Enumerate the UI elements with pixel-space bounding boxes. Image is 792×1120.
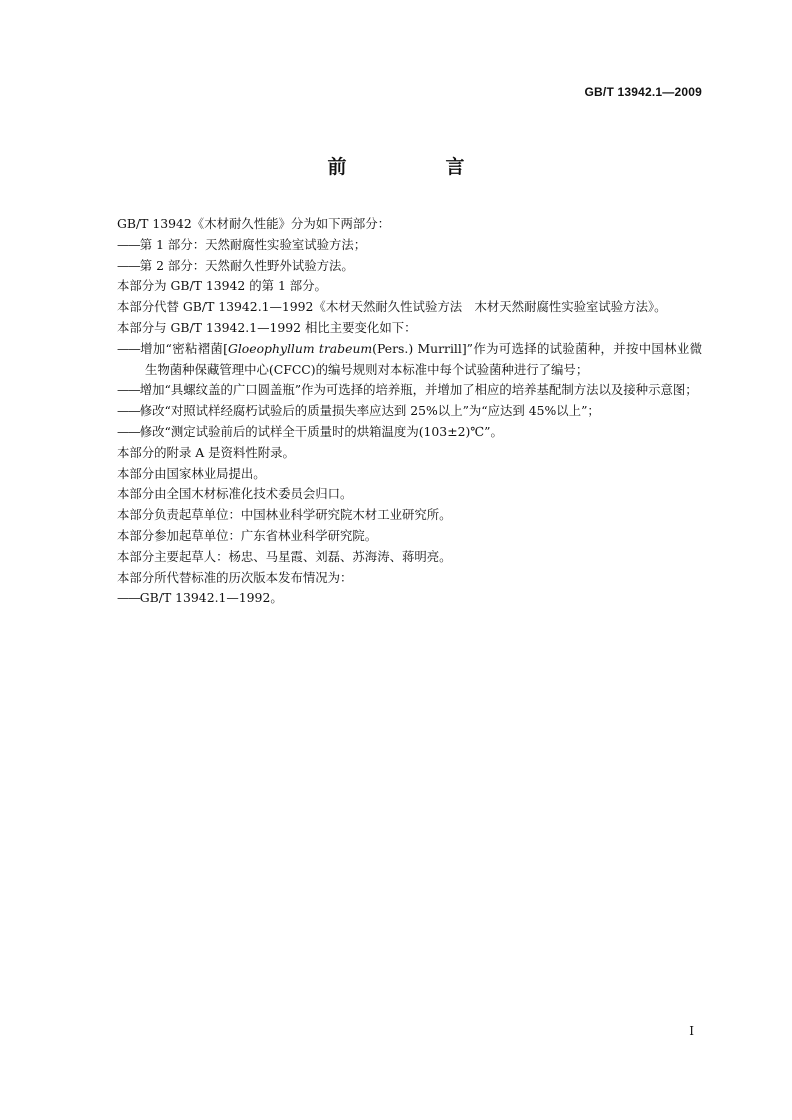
history-item bbox=[90, 588, 702, 609]
change-text-pre: 增加“密粘褶菌[ bbox=[139, 340, 228, 356]
paragraph-parts-intro: GB/T 13942《木材耐久性能》分为如下两部分： bbox=[117, 216, 391, 231]
dash-mark: —— bbox=[117, 382, 140, 398]
paragraph-main-drafters: 本部分主要起草人：杨忠、马星霞、刘磊、苏海涛、蒋明亮。 bbox=[117, 548, 452, 564]
change-item-2 bbox=[90, 380, 702, 401]
change-text-post: (Pers.) Murrill]”作为可选择的试验菌种，并按中国林业微生物菌种保藏管理中心(CFCC)的编号规则对本标准中每个试验菌种进行了编号； bbox=[145, 340, 702, 377]
history-text: GB/T 13942.1—1992。 bbox=[139, 590, 283, 606]
list-item-text: 第 1 部分：天然耐腐性实验室试验方法； bbox=[139, 236, 367, 252]
paragraph-replaces: 本部分代替 GB/T 13942.1—1992《木材天然耐久性试验方法 木材天然耐腐性实验室试验方法》。 bbox=[117, 299, 667, 315]
list-item-text: 第 2 部分：天然耐久性野外试验方法。 bbox=[139, 257, 354, 273]
change-item-4 bbox=[90, 422, 702, 443]
dash-mark: —— bbox=[117, 257, 140, 273]
page-title: 前 言 bbox=[327, 156, 505, 178]
paragraph-part-number: 本部分为 GB/T 13942 的第 1 部分。 bbox=[117, 278, 327, 294]
dash-mark: —— bbox=[117, 403, 140, 419]
list-item-part2 bbox=[90, 256, 702, 277]
page-number: I bbox=[689, 1024, 694, 1038]
foreword-body bbox=[90, 214, 702, 609]
standard-code: GB/T 13942.1—2009 bbox=[584, 85, 702, 99]
paragraph-changes-intro: 本部分与 GB/T 13942.1—1992 相比主要变化如下： bbox=[117, 319, 417, 335]
paragraph-responsible-drafter: 本部分负责起草单位：中国林业科学研究院木材工业研究所。 bbox=[117, 507, 452, 523]
paragraph-annex: 本部分的附录 A 是资料性附录。 bbox=[117, 444, 295, 460]
change-text: 增加“具螺纹盖的广口圆盖瓶”作为可选择的培养瓶，并增加了相应的培养基配制方法以及接种示意图； bbox=[139, 382, 698, 398]
dash-mark: —— bbox=[117, 423, 140, 439]
dash-mark: —— bbox=[117, 236, 140, 252]
paragraph-proposed-by: 本部分由国家林业局提出。 bbox=[117, 465, 266, 481]
paragraph-under-jurisdiction: 本部分由全国木材标准化技术委员会归口。 bbox=[117, 486, 353, 502]
dash-mark: —— bbox=[117, 590, 140, 606]
change-item-3 bbox=[90, 401, 702, 422]
latin-species-name: Gloeophyllum trabeum bbox=[227, 340, 373, 356]
change-text: 修改“测定试验前后的试样全干质量时的烘箱温度为(103±2)℃”。 bbox=[139, 423, 503, 439]
paragraph-participating-drafter: 本部分参加起草单位：广东省林业科学研究院。 bbox=[117, 527, 378, 543]
change-item-1 bbox=[90, 339, 702, 381]
change-text: 修改“对照试样经腐朽试验后的质量损失率应达到 25%以上”为“应达到 45%以上”； bbox=[139, 403, 600, 419]
paragraph-history-intro: 本部分所代替标准的历次版本发布情况为： bbox=[117, 569, 353, 585]
dash-mark: —— bbox=[117, 340, 140, 356]
list-item-part1 bbox=[90, 235, 702, 256]
